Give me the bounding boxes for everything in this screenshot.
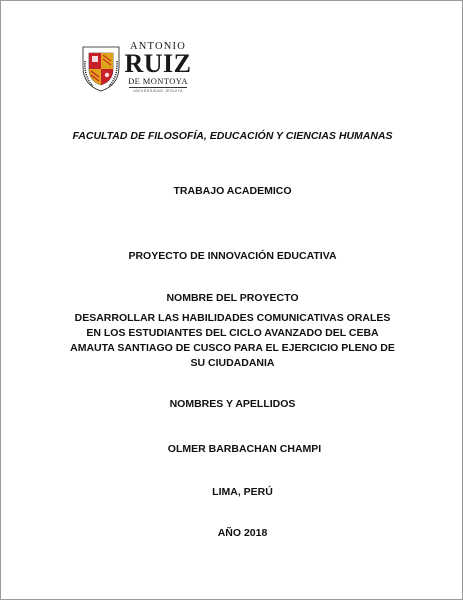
- project-title-line: EN LOS ESTUDIANTES DEL CICLO AVANZADO DEL CEBA: [86, 327, 379, 339]
- university-seal-icon: [79, 41, 123, 93]
- project-title: [1, 311, 463, 371]
- project-name-label: NOMBRE DEL PROYECTO: [166, 292, 299, 304]
- project-type: PROYECTO DE INNOVACIÓN EDUCATIVA: [128, 250, 337, 262]
- faculty-name: FACULTAD DE FILOSOFÍA, EDUCACIÓN Y CIENCIAS HUMANAS: [72, 130, 393, 142]
- logo-line-de-montoya: DE MONTOYA: [128, 76, 188, 86]
- place: LIMA, PERÚ: [212, 486, 273, 498]
- university-wordmark: [123, 41, 193, 94]
- author-name: OLMER BARBACHAN CHAMPI: [167, 443, 322, 455]
- logo-line-universidad: UNIVERSIDAD JESUITA: [133, 89, 183, 93]
- project-title-line: SU CIUDADANIA: [190, 357, 275, 369]
- logo-line-antonio: ANTONIO: [129, 41, 187, 52]
- work-type: TRABAJO ACADEMICO: [173, 185, 292, 197]
- project-title-line: DESARROLLAR LAS HABILIDADES COMUNICATIVAS ORALES: [74, 312, 391, 324]
- logo-line-ruiz: RUIZ: [124, 49, 192, 78]
- names-label: NOMBRES Y APELLIDOS: [169, 398, 296, 410]
- university-logo: [79, 41, 191, 93]
- year: AÑO 2018: [217, 527, 268, 539]
- project-title-line: AMAUTA SANTIAGO DE CUSCO PARA EL EJERCICIO PLENO DE: [70, 342, 395, 354]
